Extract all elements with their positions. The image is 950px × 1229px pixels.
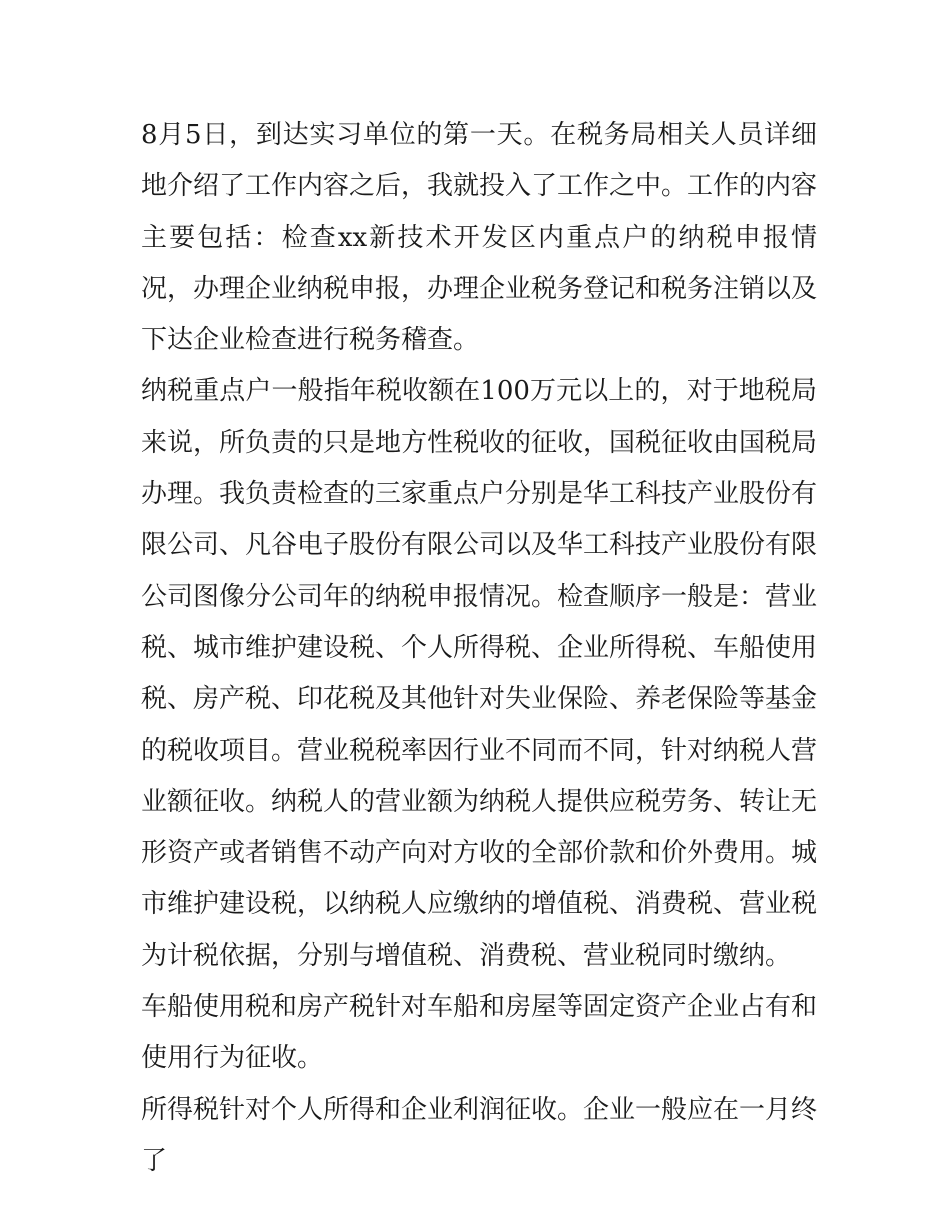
document-body bbox=[141, 110, 817, 1187]
paragraph-internship-first-day: 8月5日，到达实习单位的第一天。在税务局相关人员详细地介绍了工作内容之后，我就投入了工作之中。工作的内容主要包括：检查xx新技术开发区内重点户的纳税申报情况，办理企业纳税申报，办理企业税务登记和税务注销以及下达企业检查进行税务稽查。 bbox=[141, 120, 818, 356]
paragraph-key-taxpayers: 纳税重点户一般指年税收额在100万元以上的，对于地税局来说，所负责的只是地方性税收的征收，国税征收由国税局办理。我负责检查的三家重点户分别是华工科技产业股份有限公司、凡谷电子股份有限公司以及华工科技产业股份有限公司图像分公司年的纳税申报情况。检查顺序一般是：营业税、城市维护建设税、个人所得税、企业所得税、车船使用税、房产税、印花税及其他针对失业保险、养老保险等基金的税收项目。营业税税率因行业不同而不同，针对纳税人营业额征收。纳税人的营业额为纳税人提供应税劳务、转让无形资产或者销售不动产向对方收的全部价款和价外费用。城市维护建设税，以纳税人应缴纳的增值税、消费税、营业税为计税依据，分别与增值税、消费税、营业税同时缴纳。 bbox=[141, 376, 818, 971]
paragraph-income-tax: 所得税针对个人所得和企业利润征收。企业一般应在一月终了 bbox=[141, 1094, 818, 1176]
paragraph-vehicle-property-tax: 车船使用税和房产税针对车船和房屋等固定资产企业占有和使用行为征收。 bbox=[141, 992, 818, 1074]
